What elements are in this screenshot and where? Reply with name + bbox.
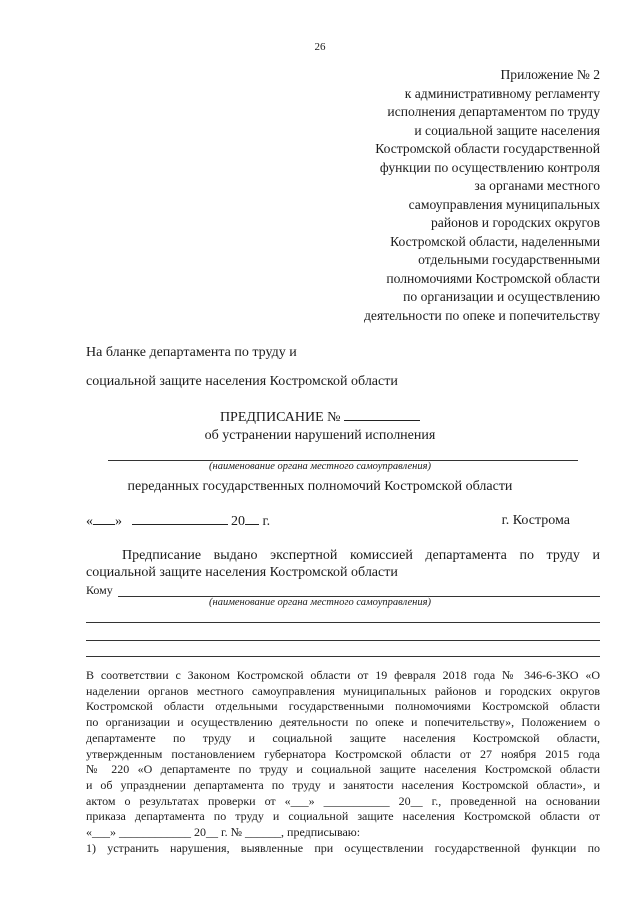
year-blank: [245, 513, 259, 525]
appendix-line: исполнения департаментом по труду: [387, 104, 600, 119]
city: г. Кострома: [501, 513, 570, 528]
body-line: приказа департамента по труду и социальной защите населения Костромской области от: [86, 809, 600, 824]
issued-by-line-2: социальной защите населения Костромской области: [86, 565, 398, 580]
title-text: ПРЕДПИСАНИЕ №: [219, 410, 341, 425]
title-number-blank: [344, 409, 420, 421]
date-quote-open: «: [86, 514, 93, 529]
blank-line: [86, 622, 600, 623]
appendix-line: к административному регламенту: [404, 85, 600, 101]
recipient-caption: (наименование органа местного самоуправления): [208, 597, 432, 608]
appendix-line: и социальной защите населения: [414, 122, 600, 138]
page-number: 26: [314, 41, 326, 53]
body-line: утвержденным постановлением губернатора Костромской области от 27 ноября 2015 года: [86, 746, 600, 761]
blank-line: [86, 656, 600, 657]
body-line: Костромской области отдельными государственными полномочиями Костромской области: [86, 699, 600, 714]
appendix-line: Приложение № 2: [500, 67, 600, 82]
document-body: [86, 668, 600, 856]
body-line: актом о результатах проверки от «___» ___________ 20__ г., проведенной на основании: [86, 793, 600, 808]
body-line: В соответствии с Законом Костромской области от 19 февраля 2018 года № 346-6-ЗКО «О: [86, 668, 600, 682]
date-quote-close: »: [115, 514, 122, 529]
body-line: и об упразднении департамента по труду и занятости населения Костромской области», и: [86, 777, 600, 792]
appendix-line: полномочиями Костромской области: [386, 270, 600, 286]
appendix-line: за органами местного: [474, 178, 600, 193]
appendix-line: Костромской области, наделенными: [390, 233, 600, 249]
appendix-line: деятельности по опеке и попечительству: [364, 307, 600, 323]
day-blank: [93, 513, 115, 525]
appendix-line: Костромской области государственной: [375, 141, 600, 156]
body-line: № 220 «О департаменте по труду и социальной защите населения Костромской области: [86, 762, 600, 777]
body-line: по организации и осуществлению деятельности по опеке и попечительству», Положением о: [86, 715, 600, 730]
date-line: [86, 513, 270, 530]
appendix-line: функции по осуществлению контроля: [379, 159, 600, 175]
appendix-header: [300, 66, 600, 325]
appendix-line: по организации и осуществлению: [403, 289, 600, 304]
letterhead-line-1: На бланке департамента по труду и: [86, 345, 297, 360]
date-year: 20: [231, 514, 245, 529]
authority-caption: (наименование органа местного самоуправления): [208, 461, 432, 472]
blank-line: [86, 640, 600, 641]
body-line: «___» ____________ 20__ г. № ______, предписываю:: [86, 825, 361, 840]
document-title: [0, 409, 640, 426]
appendix-line: районов и городских округов: [431, 215, 600, 230]
document-subtitle: об устранении нарушений исполнения: [204, 428, 436, 443]
month-blank: [132, 513, 228, 525]
body-line: 1) устранить нарушения, выявленные при осуществлении государственной функции по: [86, 840, 600, 855]
appendix-line: отдельными государственными: [418, 252, 600, 267]
transferred-powers: переданных государственных полномочий Костромской области: [127, 479, 513, 494]
recipient-label: Кому: [86, 583, 113, 597]
appendix-line: самоуправления муниципальных: [408, 196, 600, 212]
date-year-suffix: г.: [262, 514, 271, 529]
letterhead-line-2: социальной защите населения Костромской области: [86, 374, 398, 389]
issued-by-line-1: Предписание выдано экспертной комиссией департамента по труду и: [122, 548, 600, 563]
body-line: наделении органов местного самоуправления муниципальных районов и городских округов: [86, 683, 600, 698]
body-line: департаменте по труду и социальной защите населения Костромской области,: [86, 730, 600, 745]
